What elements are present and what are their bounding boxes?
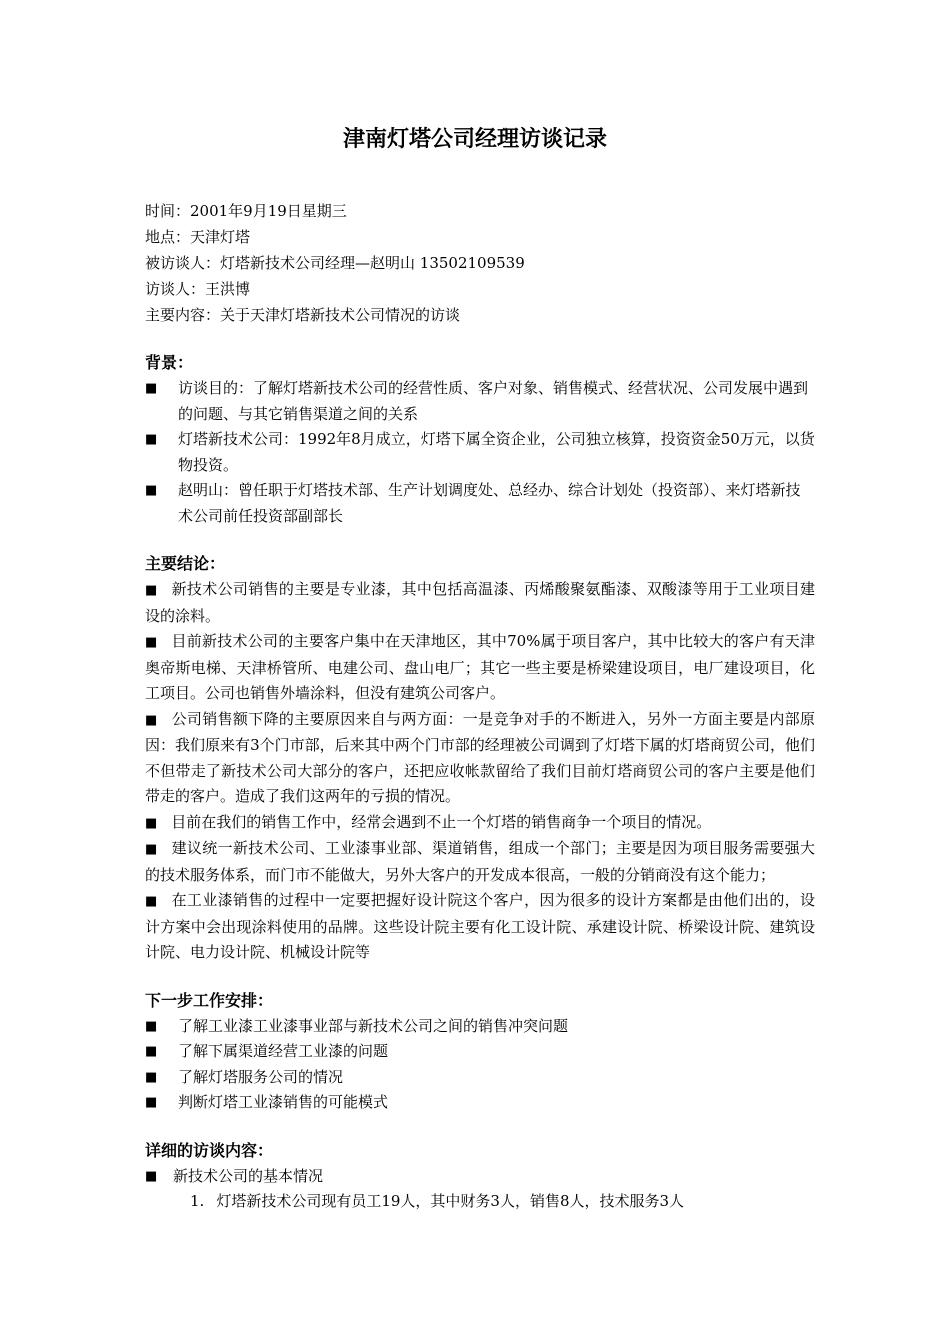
bullet-icon: ■ — [145, 1044, 158, 1059]
item-number: 1. — [190, 1192, 205, 1210]
list-item: ■ 访谈目的：了解灯塔新技术公司的经营性质、客户对象、销售模式、经营状况、公司发展中遇到的问题、与其它销售渠道之间的关系 — [145, 376, 815, 427]
bullet-icon: ■ — [145, 894, 158, 909]
list-item: ■ 新技术公司销售的主要是专业漆，其中包括高温漆、丙烯酸聚氨酯漆、双酸漆等用于工业项目建设的涂料。 — [145, 580, 815, 625]
bullet-icon: ■ — [145, 1168, 158, 1184]
list-item: ■ 了解工业漆工业漆事业部与新技术公司之间的销售冲突问题 — [145, 1014, 815, 1040]
list-item: ■ 了解灯塔服务公司的情况 — [145, 1065, 815, 1091]
bullet-icon: ■ — [145, 432, 158, 447]
bullet-icon: ■ — [145, 815, 158, 831]
document-title: 津南灯塔公司经理访谈记录 — [342, 127, 607, 152]
list-item: ■ 灯塔新技术公司：1992年8月成立，灯塔下属全资企业，公司独立核算，投资资金50万元，以货物投资。 — [145, 427, 815, 478]
meta-main-content: 主要内容：关于天津灯塔新技术公司情况的访谈 — [145, 306, 461, 324]
meta-block — [145, 198, 815, 328]
background-section — [145, 350, 815, 529]
list-item: ■ 在工业漆销售的过程中一定要把握好设计院这个客户，因为很多的设计方案都是由他们出的，设计方案中会出现涂料使用的品牌。这些设计院主要有化工设计院、承建设计院、桥梁设计院、建筑设计院、电力设计院、机械设计院等 — [145, 891, 815, 961]
list-item: ■ 公司销售额下降的主要原因来自与两方面：一是竞争对手的不断进入，另外一方面主要是内部原因：我们原来有3个门市部，后来其中两个门市部的经理被公司调到了灯塔下属的灯塔商贸公司，他们不但带走了新技术公司大部分的客户，还把应收帐款留给了我们目前灯塔商贸公司的客户主要是他们带走的客户。造成了我们这两年的亏损的情况。 — [145, 709, 815, 805]
section-heading: 下一步工作安排： — [145, 990, 274, 1010]
bullet-icon: ■ — [145, 483, 158, 498]
meta-location: 地点：天津灯塔 — [145, 228, 251, 246]
conclusions-section — [145, 551, 815, 966]
bullet-icon: ■ — [145, 842, 158, 857]
list-item: ■ 了解下属渠道经营工业漆的问题 — [145, 1039, 815, 1065]
list-item: ■ 目前在我们的销售工作中，经常会遇到不止一个灯塔的销售商争一个项目的情况。 — [145, 812, 712, 831]
bullet-icon: ■ — [145, 583, 158, 598]
list-item: ■ 新技术公司的基本情况 — [145, 1164, 815, 1190]
bullet-icon: ■ — [145, 635, 158, 650]
bullet-icon: ■ — [145, 1018, 158, 1034]
section-heading: 主要结论： — [145, 554, 226, 573]
list-item: ■ 目前新技术公司的主要客户集中在天津地区，其中70%属于项目客户，其中比较大的客户有天津奥帝斯电梯、天津桥管所、电建公司、盘山电厂；其它一些主要是桥梁建设项目，电厂建设项目，化工项目。公司也销售外墙涂料，但没有建筑公司客户。 — [145, 632, 815, 702]
next-steps-section — [145, 988, 815, 1116]
list-item: ■ 判断灯塔工业漆销售的可能模式 — [145, 1090, 815, 1116]
bullet-icon: ■ — [145, 381, 158, 396]
bullet-icon: ■ — [145, 712, 158, 728]
numbered-item: 1. 灯塔新技术公司现有员工19人，其中财务3人，销售8人，技术服务3人 — [190, 1192, 685, 1210]
section-heading: 背景： — [145, 353, 194, 372]
document-content — [145, 198, 815, 1215]
bullet-icon: ■ — [145, 1095, 158, 1110]
meta-time: 时间：2001年9月19日星期三 — [145, 202, 347, 220]
meta-interviewer: 访谈人：王洪博 — [145, 280, 251, 298]
meta-interviewee: 被访谈人：灯塔新技术公司经理—赵明山 13502109539 — [145, 254, 525, 272]
list-item: ■ 建议统一新技术公司、工业漆事业部、渠道销售，组成一个部门；主要是因为项目服务需要强大的技术服务体系，而门市不能做大，另外大客户的开发成本很高，一般的分销商没有这个能力； — [145, 839, 815, 884]
bullet-icon: ■ — [145, 1069, 158, 1085]
details-section — [145, 1138, 815, 1215]
list-item: ■ 赵明山：曾任职于灯塔技术部、生产计划调度处、总经办、综合计划处（投资部）、来灯塔新技术公司前任投资部副部长 — [145, 478, 815, 529]
section-heading: 详细的访谈内容： — [145, 1140, 274, 1160]
